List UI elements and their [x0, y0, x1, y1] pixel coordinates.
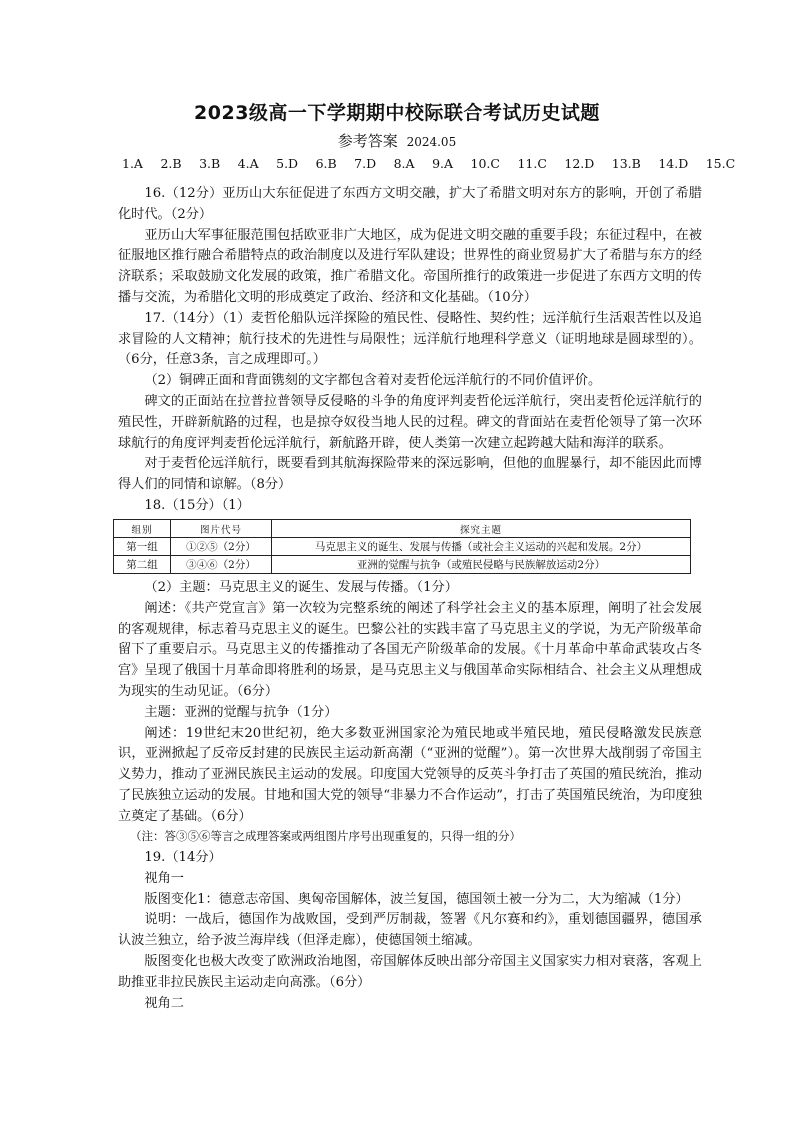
mc-answer: 8.A [393, 156, 415, 171]
q16-intro: 16.（12分）亚历山大东征促进了东西方文明交融，扩大了希腊文明对东方的影响，开创了希腊化时代。（2分） [118, 186, 702, 222]
table-cell: ③④⑥（2分） [171, 556, 272, 574]
subtitle-text: 参考答案 [337, 132, 398, 150]
q18-block [118, 578, 702, 828]
q18-answer-table [113, 519, 691, 574]
page-subtitle [0, 130, 794, 151]
q18-theme-asia: 主题：亚洲的觉醒与抗争（1分） [144, 704, 338, 720]
mc-answer: 1.A [122, 156, 143, 171]
table-cell: 马克思主义的诞生、发展与传播（或社会主义运动的兴起和发展。2分） [272, 538, 691, 556]
q19-explanation: 说明：一战后，德国作为战败国，受到严厉制裁，签署《凡尔赛和约》，重划德国疆界，德国承认波兰独立，给予波兰海岸线（但泽走廊），使德国领土缩减。 [118, 912, 702, 949]
q19-block [118, 848, 702, 1014]
mc-answer: 12.D [564, 156, 595, 171]
table-cell: 第二组 [114, 556, 171, 574]
table-row [114, 538, 691, 556]
q18-note: （注：答③⑤⑥等言之成理答案或两组图片序号出现重复的，只得一组的分） [130, 829, 521, 843]
q16-block [118, 184, 702, 517]
q17-part1: 17.（14分）（1）麦哲伦船队远洋探险的殖民性、侵略性、契约性；远洋航行生活艰苦性以及追求冒险的人文精神；航行技术的先进性与局限性；远洋航行地理科学意义（证明地球是圆球型的）。（6分，任意3条，言之成理即可。） [118, 310, 702, 368]
table-header: 图片代号 [171, 520, 272, 538]
subtitle-date: 2024.05 [406, 135, 457, 149]
q19-view1: 视角一 [144, 870, 184, 886]
multiple-choice-answers [122, 156, 749, 171]
mc-answer: 14.D [658, 156, 689, 171]
page-title: 2023级高一下学期期中校际联合考试历史试题 [194, 102, 600, 124]
mc-answer: 13.B [611, 156, 641, 171]
mc-answer: 2.B [160, 156, 182, 171]
mc-answer: 3.B [199, 156, 221, 171]
q18-head: 18.（15分）（1） [144, 497, 250, 513]
q19-impact: 版图变化也极大改变了欧洲政治地图，帝国解体反映出部分帝国主义国家实力相对衰落，客观上助推亚非拉民族民主运动走向高涨。（6分） [118, 953, 702, 990]
table-header: 探究主题 [272, 520, 691, 538]
mc-answer: 10.C [470, 156, 500, 171]
q19-view2: 视角二 [144, 995, 184, 1011]
mc-answer: 9.A [432, 156, 454, 171]
q19-head: 19.（14分） [144, 850, 222, 865]
q16-explanation: 亚历山大军事征服范围包括欧亚非广大地区，成为促进文明交融的重要手段；东征过程中，在被征服地区推行融合希腊特点的政治制度以及进行军队建设；世界性的商业贸易扩大了希腊与东方的经济联系；采取鼓励文化发展的政策，推广希腊文化。帝国所推行的政策进一步促进了东西方文明的传播与交流，为希腊化文明的形成奠定了政治、经济和文化基础。（10分） [118, 227, 702, 305]
table-header-row [114, 520, 691, 538]
mc-answer: 4.A [237, 156, 259, 171]
q18-part2-theme: （2）主题：马克思主义的诞生、发展与传播。（1分） [144, 580, 458, 595]
mc-answer: 7.D [354, 156, 377, 171]
mc-answer: 11.C [517, 156, 547, 171]
table-cell: ①②⑤（2分） [171, 538, 272, 556]
q18-asia-explanation: 阐述：19世纪末20世纪初，绝大多数亚洲国家沦为殖民地或半殖民地，殖民侵略激发民族意识，亚洲掀起了反帝反封建的民族民主运动新高潮（“亚洲的觉醒”）。第一次世界大战削弱了帝国主义势力，推动了亚洲民族民主运动的发展。印度国大党领导的反英斗争打击了英国的殖民统治，推动了民族独立运动的发展。甘地和国大党的领导“非暴力不合作运动”，打击了英国殖民统治，为印度独立奠定了基础。（6分） [118, 725, 702, 824]
q17-part2-body: 碑文的正面站在拉普拉普领导反侵略的斗争的角度评判麦哲伦远洋航行，突出麦哲伦远洋航行的殖民性，开辟新航路的过程，也是掠夺奴役当地人民的过程。碑文的背面站在麦哲伦领导了第一次环球航行的角度评判麦哲伦远洋航行，新航路开辟，使人类第一次建立起跨越大陆和海洋的联系。 [118, 393, 702, 451]
mc-answer: 6.B [315, 156, 337, 171]
q17-part2-conclusion: 对于麦哲伦远洋航行，既要看到其航海探险带来的深远影响，但他的血腥暴行，却不能因此而博得人们的同情和谅解。（8分） [118, 456, 702, 493]
table-cell: 第一组 [114, 538, 171, 556]
table-row [114, 556, 691, 574]
table-cell: 亚洲的觉醒与抗争（或殖民侵略与民族解放运动2分） [272, 556, 691, 574]
table-header: 组别 [114, 520, 171, 538]
mc-answer: 5.D [276, 156, 299, 171]
q17-part2-intro: （2）铜碑正面和背面镌刻的文字都包含着对麦哲伦远洋航行的不同价值评价。 [144, 373, 602, 389]
mc-answer: 15.C [705, 156, 736, 171]
q18-part2-explanation: 阐述：《共产党宣言》第一次较为完整系统的阐述了科学社会主义的基本原理，阐明了社会发展的客观规律，标志着马克思主义的诞生。巴黎公社的实践丰富了马克思主义的学说，为无产阶级革命留下了重要启示。马克思主义的传播推动了各国无产阶级革命的发展。《十月革命中革命武装攻占冬宫》呈现了俄国十月革命即将胜利的场景，是马克思主义与俄国革命实际相结合、社会主义从理想成为现实的生动见证。（6分） [118, 600, 702, 699]
q19-change1: 版图变化1：德意志帝国、奥匈帝国解体，波兰复国，德国领土被一分为二，大为缩减（1分） [144, 891, 689, 907]
